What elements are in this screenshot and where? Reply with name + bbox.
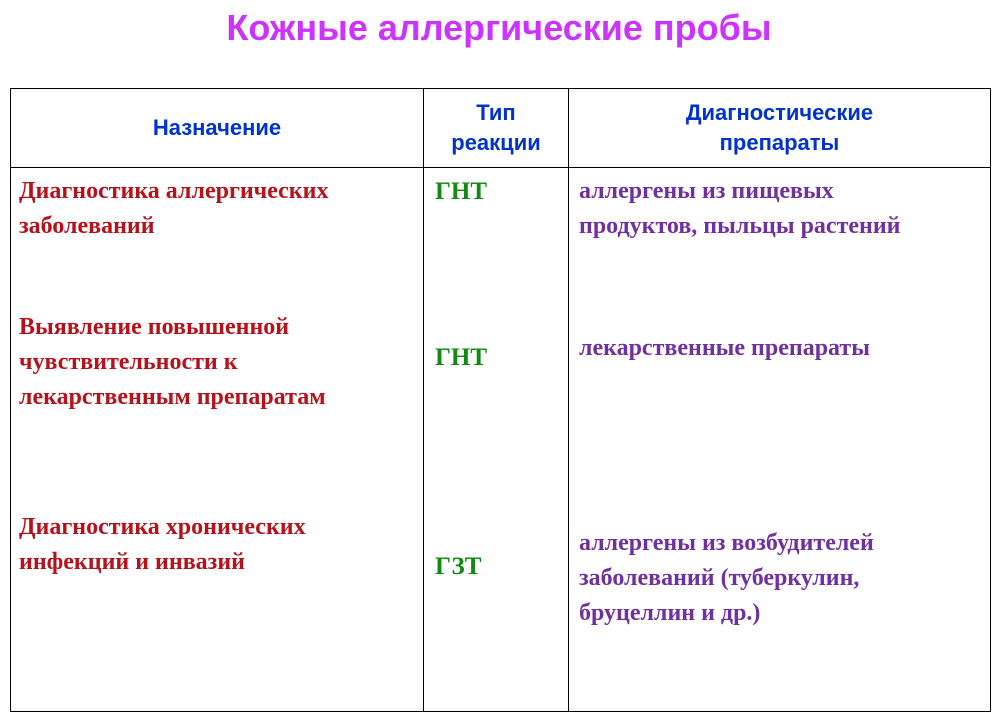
- row-2-purpose: Выявление повышенной чувствительности к лекарственным препаратам: [19, 314, 326, 410]
- page-title: Кожные аллергические пробы: [226, 7, 772, 48]
- row-1-reaction-type: ГНТ: [435, 178, 488, 205]
- row-3-preparations: аллергены из возбудителей заболеваний (туберкулин, бруцеллин и др.): [579, 530, 874, 626]
- row-3-purpose: Диагностика хронических инфекций и инвазий: [19, 514, 306, 575]
- header-diagnostic-preparations: Диагностические препараты: [685, 100, 874, 155]
- row-3-reaction-type: ГЗТ: [435, 553, 482, 580]
- row-2-preparations: лекарственные препараты: [579, 335, 870, 361]
- header-purpose: Назначение: [152, 115, 282, 140]
- header-reaction-type: Тип реакции: [451, 100, 541, 155]
- column-divider: [423, 89, 424, 711]
- row-2-reaction-type: ГНТ: [435, 344, 488, 371]
- row-1-purpose: Диагностика аллергических заболеваний: [19, 178, 329, 239]
- row-1-preparations: аллергены из пищевых продуктов, пыльцы растений: [579, 178, 901, 239]
- column-divider: [568, 89, 569, 711]
- allergy-tests-table: [10, 88, 991, 712]
- header-divider: [11, 167, 990, 168]
